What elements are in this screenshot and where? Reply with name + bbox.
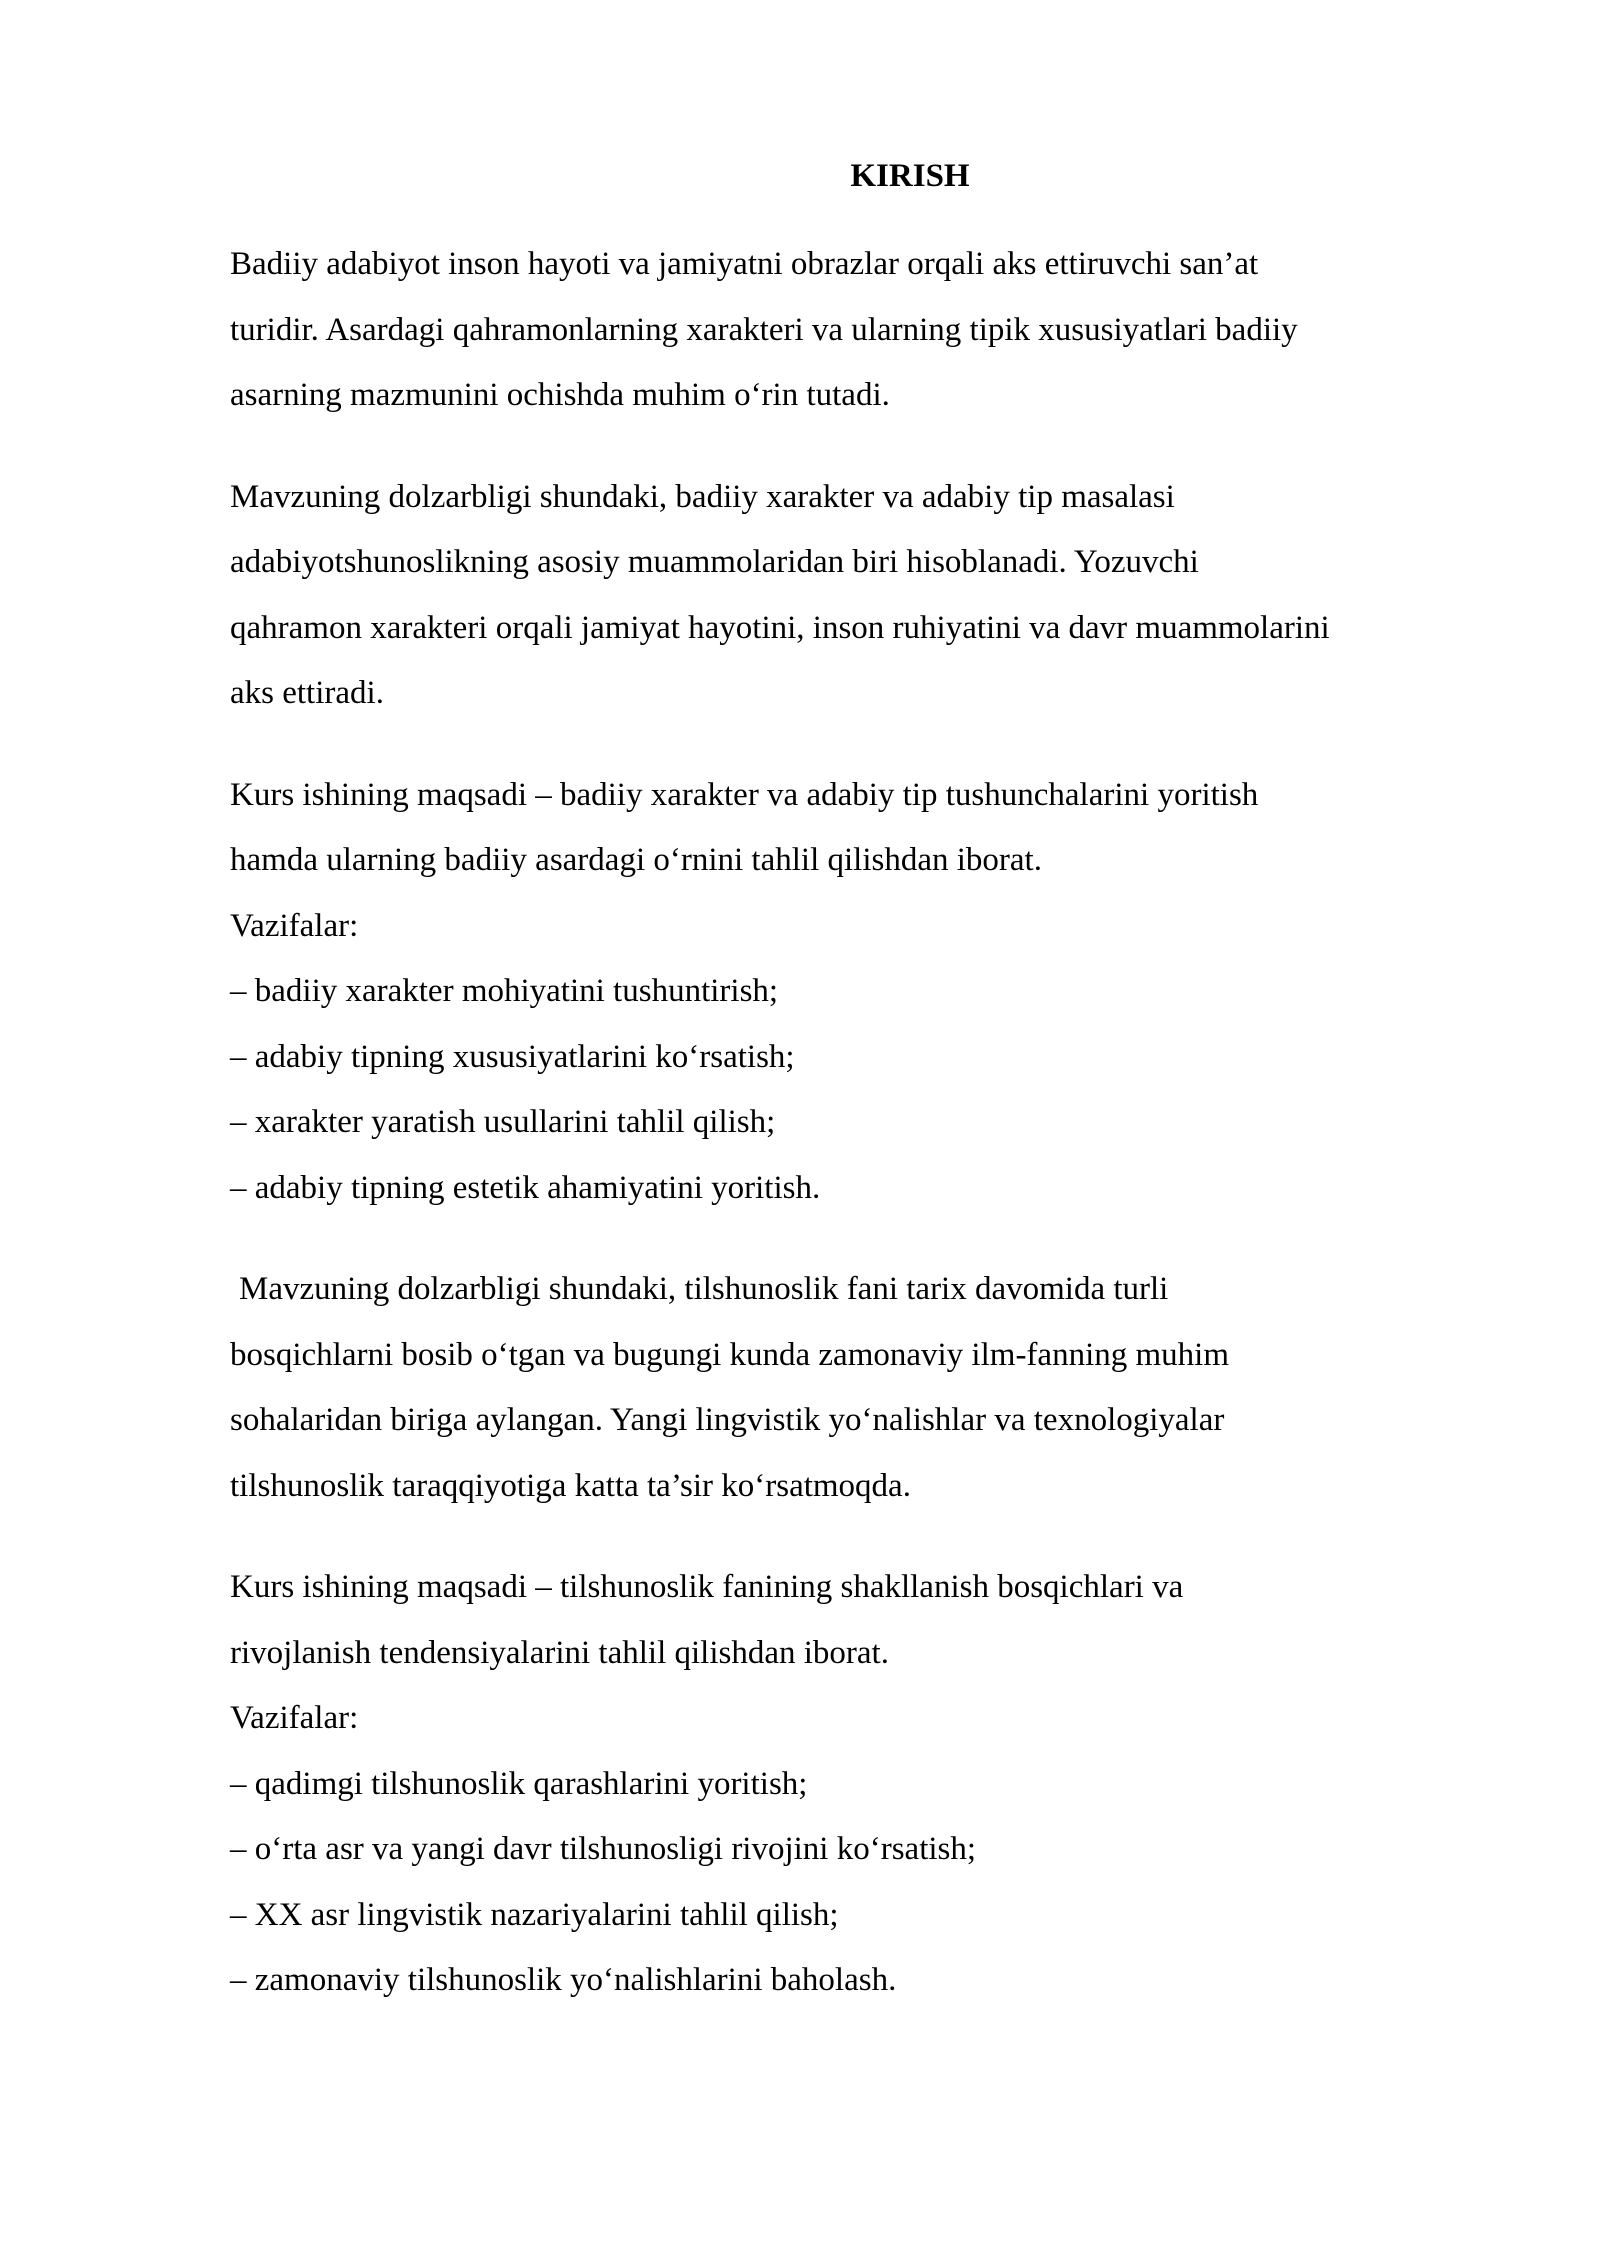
text-line: Kurs ishining maqsadi – tilshunoslik fanining shakllanish bosqichlari va [230,1569,1184,1605]
task-list-item: – zamonaviy tilshunoslik yo‘nalishlarini baholash. [230,1962,897,1998]
task-list-item: – xarakter yaratish usullarini tahlil qilish; [230,1104,776,1140]
relevance-paragraph-literature [230,465,1510,727]
goals-block-literature [230,763,1510,1222]
intro-paragraph [230,232,1510,429]
text-line: Kurs ishining maqsadi – badiiy xarakter va adabiy tip tushunchalarini yoritish [230,776,1259,813]
relevance-paragraph-linguistics [230,1257,1510,1519]
task-list-item: – adabiy tipning xususiyatlarini ko‘rsatish; [230,1038,795,1075]
text-line: asarning mazmunini ochishda muhim o‘rin tutadi. [230,377,890,413]
text-line: rivojlanish tendensiyalarini tahlil qilishdan iborat. [230,1634,889,1671]
text-line: tilshunoslik taraqqiyotiga katta ta’sir ko‘rsatmoqda. [230,1467,911,1504]
tasks-heading: Vazifalar: [230,1700,359,1736]
text-line: bosqichlarni bosib o‘tgan va bugungi kunda zamonaviy ilm-fanning muhim [230,1336,1229,1373]
task-list-item: – XX asr lingvistik nazariyalarini tahlil qilish; [230,1896,839,1933]
tasks-heading: Vazifalar: [230,907,359,944]
text-line: sohalaridan biriga aylangan. Yangi lingvistik yo‘nalishlar va texnologiyalar [230,1402,1225,1438]
text-line: Badiiy adabiyot inson hayoti va jamiyatni obrazlar orqali aks ettiruvchi san’at [230,246,1259,282]
text-line: qahramon xarakteri orqali jamiyat hayotini, inson ruhiyatini va davr muammolarini [230,609,1330,646]
task-list-item: – badiiy xarakter mohiyatini tushuntirish; [230,973,779,1009]
page-title: KIRISH [850,158,970,194]
task-list-item: – adabiy tipning estetik ahamiyatini yoritish. [230,1169,821,1206]
text-line [230,1257,1510,1323]
document-body [230,148,1510,2050]
text-line: aks ettiradi. [230,675,384,711]
text-line: Mavzuning dolzarbligi shundaki, badiiy xarakter va adabiy tip masalasi [230,478,1175,515]
text-line: adabiyotshunoslikning asosiy muammolaridan biri hisoblanadi. Yozuvchi [230,544,1199,580]
goals-block-linguistics [230,1555,1510,2014]
task-list-item: – o‘rta asr va yangi davr tilshunosligi rivojini ko‘rsatish; [230,1831,977,1867]
text-line-content: Mavzuning dolzarbligi shundaki, tilshunoslik fani tarix davomida turli [239,1271,1169,1307]
text-line: turidir. Asardagi qahramonlarning xarakteri va ularning tipik xususiyatlari badiiy [230,311,1298,348]
task-list-item: – qadimgi tilshunoslik qarashlarini yoritish; [230,1765,808,1802]
text-line: hamda ularning badiiy asardagi o‘rnini tahlil qilishdan iborat. [230,842,1042,878]
